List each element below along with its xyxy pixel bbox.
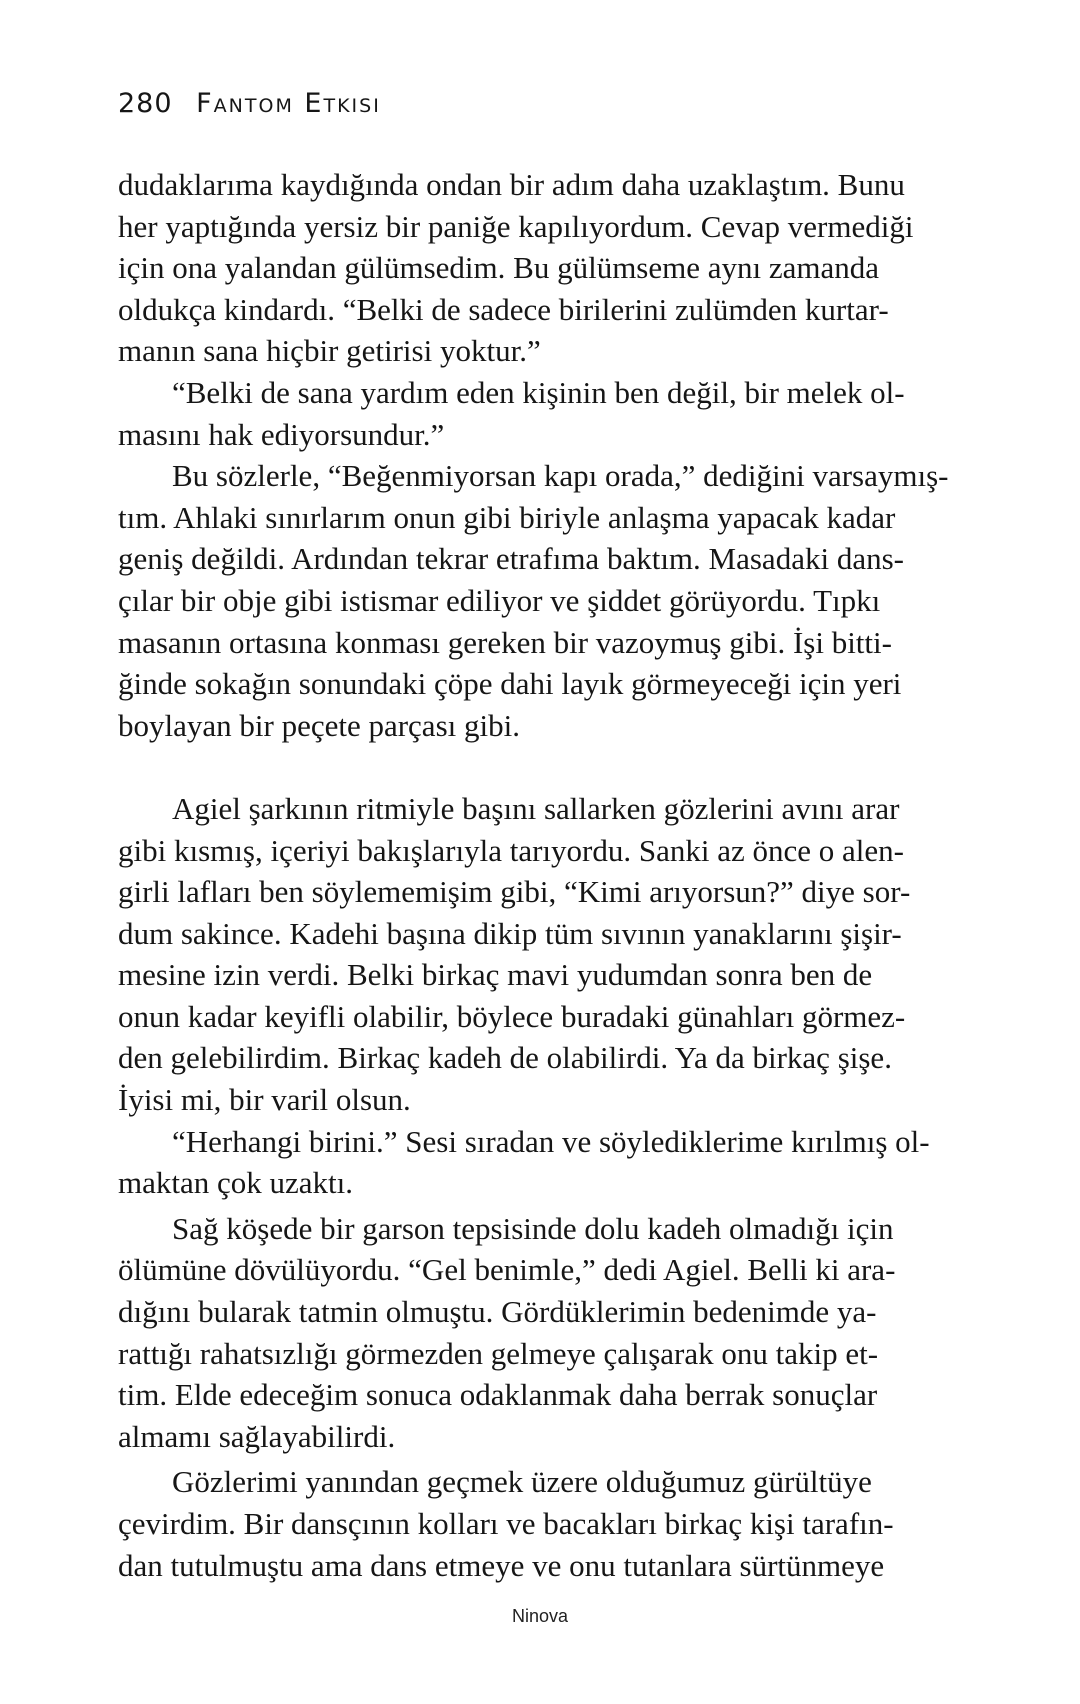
book-title: Fantom Etkisi [196, 88, 381, 119]
running-head [118, 88, 381, 119]
text-line: rattığı rahatsızlığı görmezden gelmeye çalışarak onu takip et- [118, 1335, 879, 1371]
text-line [118, 746, 964, 788]
text-line: çevirdim. Bir dansçının kolları ve bacakları birkaç kişi tarafın- [118, 1506, 894, 1541]
text-line: manın sana hiçbir getirisi yoktur.” [118, 333, 541, 369]
text-line: Bu sözlerle, “Beğenmiyorsan kapı orada,” dediğini varsaymış- [172, 458, 949, 494]
text-line: gibi kısmış, içeriyi bakışlarıyla tarıyordu. Sanki az önce o alen- [118, 832, 904, 868]
text-line: dudaklarıma kaydığında ondan bir adım daha uzaklaştım. Bunu [118, 167, 905, 202]
text-line: masanın ortasına konması gereken bir vazoymuş gibi. İşi bitti- [118, 624, 892, 660]
text-line: girli lafları ben söylememişim gibi, “Kimi arıyorsun?” diye sor- [118, 874, 911, 910]
text-line: Gözlerimi yanından geçmek üzere olduğumuz gürültüye [172, 1464, 872, 1500]
text-line: “Herhangi birini.” Sesi sıradan ve söylediklerime kırılmış ol- [172, 1123, 930, 1159]
paragraph [118, 1121, 964, 1204]
text-line: İyisi mi, bir varil olsun. [118, 1082, 411, 1118]
text-line: ğinde sokağın sonundaki çöpe dahi layık görmeyeceği için yeri [118, 666, 902, 702]
text-line: için ona yalandan gülümsedim. Bu gülümseme aynı zamanda [118, 250, 880, 286]
paragraph [118, 372, 964, 455]
text-line: geniş değildi. Ardından tekrar etrafıma baktım. Masadaki dans- [118, 541, 904, 577]
text-line: onun kadar keyifli olabilir, böylece buradaki günahları görmez- [118, 998, 906, 1034]
text-line: almamı sağlayabilirdi. [118, 1418, 396, 1454]
page-number: 280 [118, 88, 173, 119]
paragraph [118, 1208, 964, 1458]
text-line: dığını bularak tatmin olmuştu. Gördüklerimin bedenimde ya- [118, 1294, 877, 1330]
text-line: mesine izin verdi. Belki birkaç mavi yudumdan sonra ben de [118, 957, 873, 993]
text-line: masını hak ediyorsundur.” [118, 416, 445, 452]
paragraph [118, 788, 964, 1121]
text-line: ölümüne dövülüyordu. “Gel benimle,” dedi Agiel. Belli ki ara- [118, 1252, 896, 1288]
text-line: Agiel şarkının ritmiyle başını sallarken gözlerini avını arar [172, 790, 900, 826]
text-line: dum sakince. Kadehi başına dikip tüm sıvının yanaklarını şişir- [118, 915, 902, 951]
paragraph [118, 1461, 964, 1586]
text-line: dan tutulmuştu ama dans etmeye ve onu tutanlara sürtünmeye [118, 1547, 885, 1583]
text-line: den gelebilirdim. Birkaç kadeh de olabilirdi. Ya da birkaç şişe. [118, 1040, 892, 1076]
text-line: maktan çok uzaktı. [118, 1165, 353, 1201]
text-line: her yaptığında yersiz bir paniğe kapılıyordum. Cevap vermediği [118, 208, 914, 244]
publisher-footer: Ninova [511, 1606, 569, 1626]
text-line: “Belki de sana yardım eden kişinin ben değil, bir melek ol- [172, 374, 905, 410]
text-line: oldukça kindardı. “Belki de sadece birilerini zulümden kurtar- [118, 291, 889, 327]
text-line: Sağ köşede bir garson tepsisinde dolu kadeh olmadığı için [172, 1210, 894, 1246]
paragraph [118, 164, 964, 372]
text-line: boylayan bir peçete parçası gibi. [118, 707, 520, 743]
text-line: çılar bir obje gibi istismar ediliyor ve şiddet görüyordu. Tıpkı [118, 582, 881, 618]
paragraph [118, 455, 964, 788]
body-text [118, 164, 964, 1586]
text-line: tım. Ahlaki sınırlarım onun gibi biriyle anlaşma yapacak kadar [118, 499, 896, 535]
text-line: tim. Elde edeceğim sonuca odaklanmak daha berrak sonuçlar [118, 1377, 878, 1413]
